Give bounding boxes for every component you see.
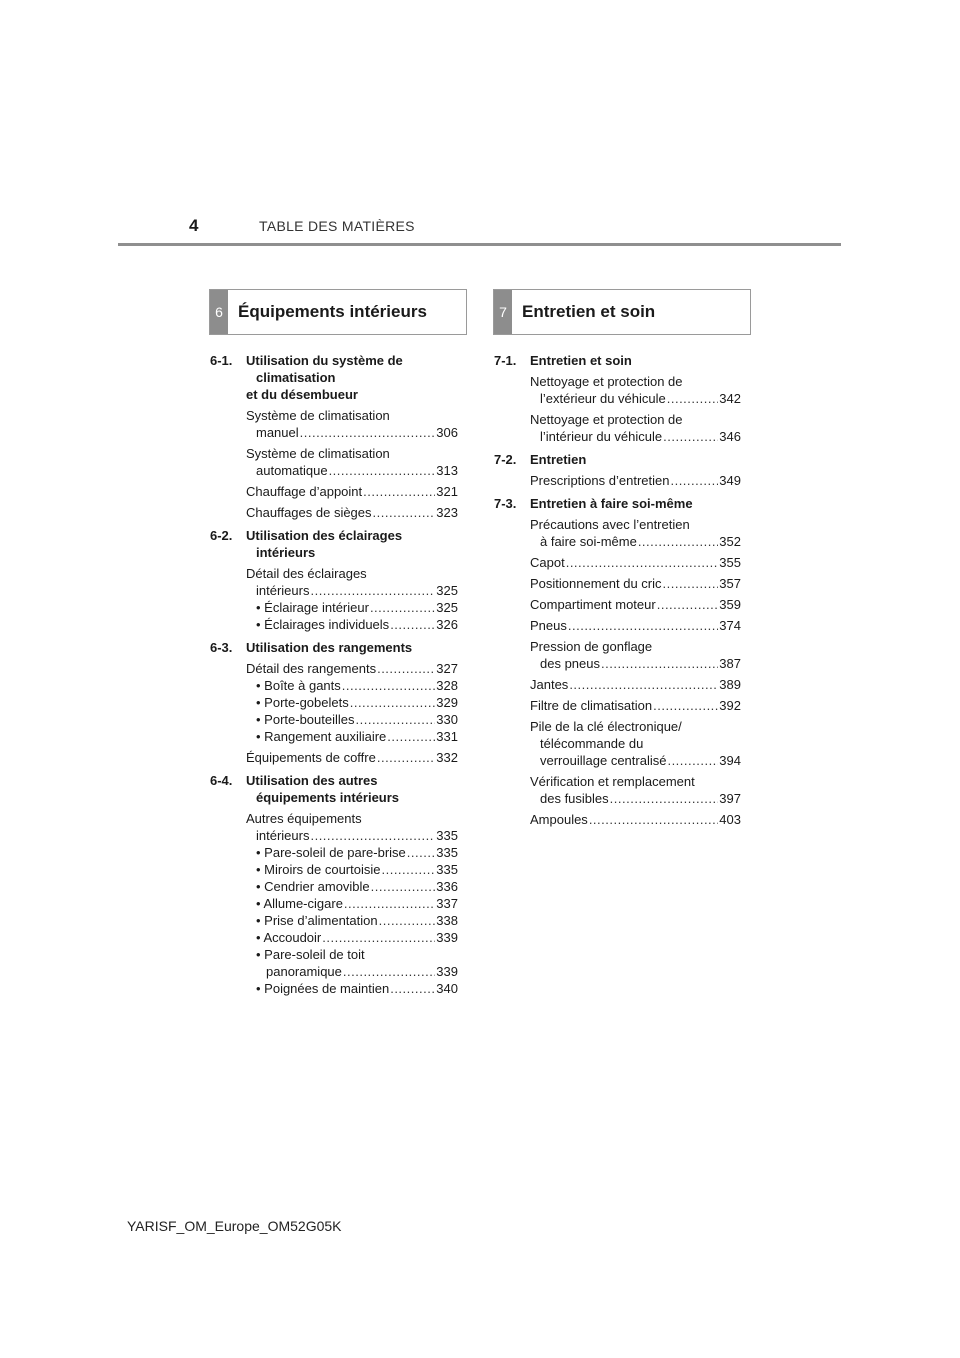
entry-text: Pression de gonflage xyxy=(530,639,653,654)
toc-subentry[interactable] xyxy=(246,844,458,861)
page-ref[interactable]: 397 xyxy=(719,791,741,806)
section-number: 6-2. xyxy=(210,528,233,543)
toc-subentry[interactable] xyxy=(246,711,458,728)
page-ref[interactable]: 306 xyxy=(436,425,458,440)
entry-text: • Porte-gobelets xyxy=(256,695,349,710)
page-ref[interactable]: 339 xyxy=(436,930,458,945)
page-ref[interactable]: 374 xyxy=(719,618,741,633)
page-ref[interactable]: 326 xyxy=(436,617,458,632)
entry-text: verrouillage centralisé xyxy=(540,753,667,768)
page-ref[interactable]: 335 xyxy=(436,828,458,843)
entry-text: Compartiment moteur xyxy=(530,597,656,612)
toc-entry[interactable] xyxy=(246,407,458,441)
toc-entry[interactable] xyxy=(246,810,458,997)
page-ref[interactable]: 340 xyxy=(436,981,458,996)
entry-text: Système de climatisation xyxy=(246,446,390,461)
toc-entry[interactable] xyxy=(246,660,458,745)
toc-entry[interactable] xyxy=(530,373,741,407)
entry-text: • Miroirs de courtoisie xyxy=(256,862,381,877)
page-ref[interactable]: 387 xyxy=(719,656,741,671)
entry-text: intérieurs xyxy=(256,828,310,843)
toc-entry[interactable] xyxy=(530,411,741,445)
entry-text: Ampoules xyxy=(530,812,588,827)
section-title: Utilisation du système de xyxy=(246,353,403,368)
toc-entry[interactable] xyxy=(530,676,741,693)
section-title: intérieurs xyxy=(256,545,316,560)
entry-text: Équipements de coffre xyxy=(246,750,376,765)
toc-subentry[interactable] xyxy=(246,980,458,997)
entry-text: automatique xyxy=(256,463,328,478)
section-heading xyxy=(210,352,458,403)
toc-subentry[interactable] xyxy=(246,861,458,878)
entry-text: • Accoudoir xyxy=(256,930,322,945)
entry-text: Précautions avec l’entretien xyxy=(530,517,690,532)
toc-subentry[interactable]: • Pare-soleil de toit xyxy=(256,947,365,962)
toc-entry[interactable] xyxy=(246,483,458,500)
entry-text: Chauffage d’appoint xyxy=(246,484,363,499)
section-heading xyxy=(494,352,741,369)
entry-text: l’extérieur du véhicule xyxy=(540,391,666,406)
page-ref[interactable]: 346 xyxy=(719,429,741,444)
chapter-number-tab: 6 xyxy=(210,290,228,334)
entry-text: des fusibles xyxy=(540,791,609,806)
page-ref[interactable]: 330 xyxy=(436,712,458,727)
section-title: équipements intérieurs xyxy=(256,790,400,805)
toc-subentry[interactable] xyxy=(246,929,458,946)
section-number: 7-1. xyxy=(494,353,517,368)
toc-subentry[interactable] xyxy=(246,677,458,694)
toc-section xyxy=(210,352,458,521)
section-title: Utilisation des éclairages xyxy=(246,528,403,543)
entry-text: Pneus xyxy=(530,618,567,633)
section-heading xyxy=(210,639,458,656)
entry-text: télécommande du xyxy=(540,736,644,751)
toc-entry[interactable] xyxy=(530,638,741,672)
page-ref[interactable]: 352 xyxy=(719,534,741,549)
section-number: 7-3. xyxy=(494,496,517,511)
entry-text: Pile de la clé électronique/ xyxy=(530,719,682,734)
toc-entry[interactable] xyxy=(246,565,458,633)
toc-entry[interactable] xyxy=(530,596,741,613)
entry-text: • Pare-soleil de pare-brise xyxy=(256,845,406,860)
entry-text: Jantes xyxy=(530,677,569,692)
toc-entry[interactable] xyxy=(530,697,741,714)
entry-text: • Boîte à gants xyxy=(256,678,341,693)
toc-entry[interactable] xyxy=(530,811,741,828)
entry-text: • Allume-cigare xyxy=(256,896,343,911)
chapter-number-tab: 7 xyxy=(494,290,512,334)
toc-entry[interactable] xyxy=(530,718,741,769)
chapter-title: Équipements intérieurs xyxy=(238,302,427,321)
chapter-6-heading xyxy=(209,289,467,335)
toc-entry[interactable] xyxy=(530,617,741,634)
chapter-title: Entretien et soin xyxy=(522,302,656,321)
page-ref[interactable]: 325 xyxy=(436,583,458,598)
page-ref[interactable]: 339 xyxy=(436,964,458,979)
page-ref[interactable]: 332 xyxy=(436,750,458,765)
entry-text: Détail des éclairages xyxy=(246,566,367,581)
page-ref[interactable]: 323 xyxy=(436,505,458,520)
toc-section xyxy=(210,639,458,766)
toc-section xyxy=(494,451,741,489)
section-heading xyxy=(210,772,458,806)
page-ref[interactable]: 392 xyxy=(719,698,741,713)
section-title: et du désembueur xyxy=(246,387,358,402)
entry-text: • Cendrier amovible xyxy=(256,879,370,894)
entry-text: • Éclairages individuels xyxy=(256,617,390,632)
toc-subentry[interactable] xyxy=(246,616,458,633)
toc-subentry[interactable] xyxy=(246,728,458,745)
toc-entry[interactable] xyxy=(246,504,458,521)
section-heading xyxy=(210,527,458,561)
entry-text: l’intérieur du véhicule xyxy=(540,429,663,444)
entry-text: intérieurs xyxy=(256,583,310,598)
section-number: 6-3. xyxy=(210,640,233,655)
page-ref[interactable]: 338 xyxy=(436,913,458,928)
page-ref[interactable]: 342 xyxy=(719,391,741,406)
page-ref[interactable]: 403 xyxy=(719,812,741,827)
page-ref[interactable]: 329 xyxy=(436,695,458,710)
entry-text: Prescriptions d’entretien xyxy=(530,473,670,488)
section-heading xyxy=(494,451,741,468)
toc-subentry[interactable] xyxy=(246,895,458,912)
page-ref[interactable]: 335 xyxy=(436,862,458,877)
page-ref[interactable]: 357 xyxy=(719,576,741,591)
page-header-title: TABLE DES MATIÈRES xyxy=(259,218,415,234)
page-ref[interactable]: 325 xyxy=(436,600,458,615)
page-number: 4 xyxy=(189,216,199,235)
toc-entry[interactable] xyxy=(530,472,741,489)
entry-text: Chauffages de sièges xyxy=(246,505,372,520)
entry-text: panoramique xyxy=(266,964,342,979)
toc-entry[interactable] xyxy=(530,554,741,571)
toc-subentry[interactable] xyxy=(246,599,458,616)
section-number: 6-4. xyxy=(210,773,233,788)
toc-entry[interactable] xyxy=(530,516,741,550)
toc-section xyxy=(210,772,458,997)
page-ref[interactable]: 355 xyxy=(719,555,741,570)
toc-subentry[interactable] xyxy=(246,878,458,895)
entry-text: à faire soi-même xyxy=(540,534,637,549)
page-ref[interactable]: 394 xyxy=(719,753,741,768)
entry-text: • Poignées de maintien xyxy=(256,981,390,996)
toc-subentry[interactable] xyxy=(246,912,458,929)
section-number: 6-1. xyxy=(210,353,233,368)
page-ref[interactable]: 331 xyxy=(436,729,458,744)
page-ref[interactable]: 336 xyxy=(436,879,458,894)
toc-column-right xyxy=(494,352,741,834)
page-ref[interactable]: 349 xyxy=(719,473,741,488)
page-ref[interactable]: 337 xyxy=(436,896,458,911)
page-ref[interactable]: 321 xyxy=(436,484,458,499)
section-title: Entretien xyxy=(530,452,587,467)
page-ref[interactable]: 313 xyxy=(436,463,458,478)
page-ref[interactable]: 359 xyxy=(719,597,741,612)
toc-entry[interactable] xyxy=(530,773,741,807)
section-title: Utilisation des rangements xyxy=(246,640,413,655)
entry-text: Capot xyxy=(530,555,565,570)
page-ref[interactable]: 328 xyxy=(436,678,458,693)
entry-text: • Porte-bouteilles xyxy=(256,712,355,727)
header-rule xyxy=(118,243,841,246)
chapter-7-heading xyxy=(493,289,751,335)
entry-text: des pneus xyxy=(540,656,600,671)
toc-section xyxy=(210,527,458,633)
entry-text: Nettoyage et protection de xyxy=(530,412,683,427)
entry-text: • Éclairage intérieur xyxy=(256,600,369,615)
toc-entry[interactable] xyxy=(246,445,458,479)
section-title: Utilisation des autres xyxy=(246,773,378,788)
entry-text: Vérification et remplacement xyxy=(530,774,695,789)
entry-text: Positionnement du cric xyxy=(530,576,662,591)
page-ref[interactable]: 327 xyxy=(436,661,458,676)
entry-text: Système de climatisation xyxy=(246,408,390,423)
page-ref[interactable]: 335 xyxy=(436,845,458,860)
toc-entry[interactable] xyxy=(530,575,741,592)
toc-section xyxy=(494,495,741,828)
entry-text: • Prise d’alimentation xyxy=(256,913,378,928)
section-number: 7-2. xyxy=(494,452,517,467)
toc-subentry[interactable] xyxy=(246,694,458,711)
entry-text: Autres équipements xyxy=(246,811,362,826)
entry-text: Filtre de climatisation xyxy=(530,698,653,713)
section-title: climatisation xyxy=(256,370,336,385)
section-heading xyxy=(494,495,741,512)
toc-column-left xyxy=(210,352,458,1003)
toc-entry[interactable] xyxy=(246,749,458,766)
entry-text: • Rangement auxiliaire xyxy=(256,729,387,744)
toc-section xyxy=(494,352,741,445)
entry-text: Nettoyage et protection de xyxy=(530,374,683,389)
section-title: Entretien et soin xyxy=(530,353,632,368)
entry-text: Détail des rangements xyxy=(246,661,377,676)
document-id-footer: YARISF_OM_Europe_OM52G05K xyxy=(127,1218,342,1234)
entry-text: manuel xyxy=(256,425,299,440)
page-ref[interactable]: 389 xyxy=(719,677,741,692)
section-title: Entretien à faire soi-même xyxy=(530,496,693,511)
